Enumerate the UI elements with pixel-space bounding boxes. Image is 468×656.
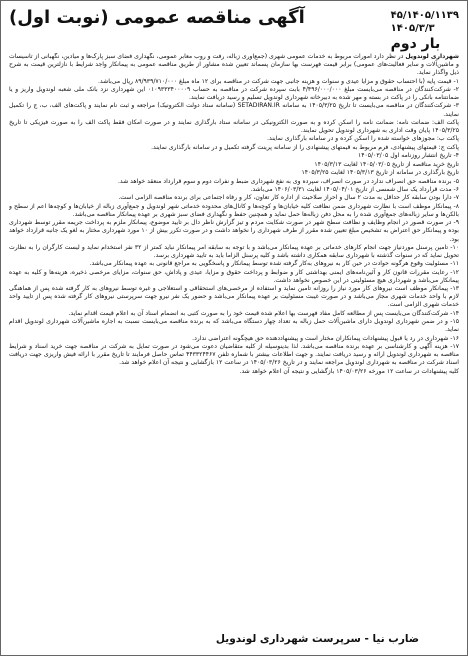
notice-title: آگهی مناقصه عمومی (نوبت اول) bbox=[9, 7, 305, 28]
notice-date: ۱۴۰۵/۳/۳ bbox=[390, 23, 435, 34]
clause: ۶- مدت قرارداد یک سال شمسی از تاریخ ۱۴۰۵/۰۴/۰۱ لغایت ۱۴۰۶/۰۳/۳۱ می‌باشد. bbox=[250, 186, 459, 194]
clause: ۱۶- شهرداری در رد یا قبول پیشنهادات پیمانکاران مختار است و پیشنهاددهنده حق هیچگونه اعتراضی ندارد. bbox=[192, 334, 459, 342]
clause: ۱- قیمت پایه (با احتساب حقوق و مزایا عیدی و سنوات و هزینه جانبی جهت شرکت در مناقصه برای ۱۲ ماه مبلغ ۸۹/۹۳۹/۷۱۰/۰۰۰ ریال می‌باشد. bbox=[98, 77, 459, 85]
intro-text: در نظر دارد امورات مربوط به خدمات عمومی شهری (جمع‌آوری زباله، رفت و روب معابر عمومی، نگهداری فضای سبز پارک‌ها و میادین، نگهبانی از تاسیسات و ماشین‌آلات و سایر فعالیت‌های عمومی) برابر قیمت فهرست بها سازمان پسماند تعیین شده مشاور از طریق مناقصه عمومی به پیمانکار واجد شرایط با نازلترین قیمت به شرح ذیل واگذار نماید. bbox=[9, 53, 459, 77]
clause: ۷- دارا بودن سابقه کار حداقل به مدت ۲ سال و احراز صلاحیت از اداره کار تعاون، کار و رفاه اجتماعی برای برنده مناقصه الزامی است. bbox=[118, 194, 459, 202]
clause: پاکت ج: قیمتهای پیشنهادی، فرم مربوط به قیمتهای پیشنهادی را از سامانه پرینت گرفته تکمیل و در سامانه بارگذاری نمایند. bbox=[151, 143, 459, 151]
clause: ۱۰- تامین پرسنل موردنیاز جهت انجام کارهای خدماتی بر عهده پیمانکار می‌باشد و با توجه به سابقه امر پیمانکار نباید کمتر از ۳۲ نفر استخدام نماید و لیست کارگران را به نظارت تحویل نماید که در سنوات گذشته با شهرداری سابقه همکاری داشته باشد و کلیه پرسنل الزاما باید به تایید شهرداری برسد. bbox=[9, 243, 459, 259]
clause: ۱۳- پیمانکار موظف است نیروهای کار مورد نیاز را روزانه تامین نماید و استفاده از مرخصی‌های استحقاقی و استعلاجی و غیره توسط نیروهای به کار گرفته شده پس از هماهنگی لازم با واحد خدمات شهری مجاز می‌باشد و در صورت غیبت مسئولیت بر عهده پیمانکار می‌باشد و حضور یک نفر نیرو جهت سرپرستی نیروهای کار گرفته شده پس از تایید واحد خدمات شهری الزامی است. bbox=[9, 285, 459, 309]
intro-paragraph bbox=[9, 53, 459, 77]
clause: تاریخ بارگذاری در سامانه از تاریخ ۱۴۰۵/۳/۱۳ لغایت ۱۴۰۵/۳/۲۵ bbox=[301, 169, 459, 177]
clause: ۸- پیمانکار موظف است با نظارت شهرداری ضمن نظافت کلیه خیابان‌ها و کوچه‌ها و کانال‌های محدوده خدماتی شهر لوندویل و جمع‌آوری زباله از خیابان‌ها و کوچه‌ها اعم از سطح و بالکن‌ها و سایر زباله‌های جمع‌آوری شده را به محل دفن زباله‌ها حمل نماید و همچنین حفظ و نگهداری فضای سبز شهری بر عهده پیمانکار مناقصه می‌باشد. bbox=[9, 202, 459, 218]
signature-line bbox=[9, 629, 459, 649]
clause: تاریخ خرید مناقصه از تاریخ ۱۴۰۵/۰۳/۰۵ لغایت ۱۴۰۵/۳/۱۳ bbox=[314, 160, 459, 168]
clause: ۱۵- و در ضمن شهرداری لوندویل دارای ماشین‌آلات حمل زباله به تعداد چهار دستگاه می‌باشد که به برنده مناقصه می‌بایست نسبت به اجاره ماشین‌آلات شهرداری لوندویل اقدام نماید. bbox=[9, 318, 459, 334]
clause: پاکت الف: ضمانت نامه: ضمانت نامه را اسکن کرده و به صورت الکترونیکی در سامانه ستاد بارگذاری نمایند و در صورت امکان فقط پاکت الف را به صورت فیزیکی تا تاریخ ۱۴۰۵/۳/۲۵ پایان وقت اداری به شهرداری لوندویل تحویل نمایند. bbox=[9, 118, 459, 134]
organization-name: شهرداری لوندویل bbox=[405, 53, 459, 60]
reference-block bbox=[391, 9, 459, 53]
notice-body bbox=[9, 53, 459, 629]
clause: کلیه پیشنهادات در ساعت ۱۲ مورخه ۱۴۰۵/۰۳/۲۶ بازگشایی و نتیجه آن اعلام خواهد شد. bbox=[239, 367, 459, 375]
clause: ۱۱- مسئولیت وقوع هرگونه حوادث در حین کار به نیروهای به‌کار گرفته شده توسط پیمانکار و پاسخگویی به مراجع قانونی به عهده پیمانکار می‌باشد. bbox=[89, 260, 459, 268]
notice-header bbox=[9, 7, 459, 53]
signature: ضارب نیا - سرپرست شهرداری لوندویل bbox=[215, 633, 419, 645]
clause: ۱۷- هزینه آگهی و کارشناسی بر عهده برنده مناقصه می‌باشد. لذا بدینوسیله از کلیه متقاضیان دعوت می‌شود در صورت تمایل به شرکت در مناقصه جهت خرید اسناد و شرایط مناقصه به شهرداری لوندویل ارائه و رسید دریافت نمایند. و جهت اطلاعات بیشتر با شماره تلفن ۴۴۳۳۲۴۴۶۷ تماس حاصل فرمایند تا تاریخ مقرر با ارائه فیش واریزی جهت دریافت اسناد شرکت در مناقصه به شهرداری لوندویل مراجعه نمایند و در تاریخ ۱۴۰۵/۰۳/۲۶ در ساعت ۱۲ بازگشایی و نتیجه آن اعلام خواهد شد. bbox=[9, 343, 459, 367]
clause: پاکت ب: مجوزهای خواسته شده را اسکن کرده و در سامانه بارگذاری نمایند. bbox=[267, 135, 459, 143]
clause: ۱۴- شرکت‌کنندگان می‌بایست پس از مطالعه کامل مفاد فهرست بها اعلام شده قیمت خود را به صورت کتبی به انضمام اسناد آن به اعلام قیمت اقدام نماید. bbox=[68, 309, 459, 317]
round-label: بار دوم bbox=[390, 36, 441, 52]
clause: ۵- برنده مناقصه حق انصراف ندارد در صورت انصراف، سپرده وی به نفع شهرداری ضبط و نفرات دوم و سوم قرارداد منعقد خواهد شد. bbox=[117, 177, 459, 185]
reference-number: ۴۵/۱۴۰۵/۱۱۳۹ bbox=[390, 10, 459, 21]
clause: ۲- شرکت‌کنندگان در مناقصه می‌بایست مبلغ ۴/۴۹۶/۰۰۰/۰۰۰ بابت سپرده شرکت در مناقصه به حساب ۰۱۰۹۳۳۳۴۰۰۰۰۹ این شهرداری نزد بانک ملی شعبه لوندویل واریز و یا ضمانتنامه بانکی را در پاکت در بسته و مهر شده به دبیرخانه شهرداری لوندویل تسلیم و رسید دریافت نمایند. bbox=[9, 85, 459, 102]
clause: ۹- در صورت قصور در انجام وظایف و نظافت سطح شهر در صورت شکایت مردم و تیز گزارش ناظر دال بر تایید موضوع، پیمانکار ملزم به پرداخت جریمه مقرر توسط شهرداری بوده و پیمانکار حق اعتراض به تشخیص مبلغ تعیین شده مقرر از طرف شهرداری را نخواهد داشت و در صورت تکرر بیش از ۱۰ مورد شهرداری مختار به لغو یک جانبه قرارداد خواهد بود. bbox=[9, 219, 459, 243]
clause: ۳- شرکت‌کنندگان در مناقصه می‌بایست تا تاریخ ۱۴۰۵/۳/۲۵ به سامانه SETADIRAN.IR (سامانه ستاد دولت الکترونیک) مراجعه و ثبت نام نمایند و پاکت‌های الف، ب، ج را تکمیل نمایند. bbox=[9, 102, 459, 118]
clause: ۴- تاریخ انتشار روزنامه اول ۱۴۰۵/۰۳/۰۵ bbox=[357, 152, 459, 160]
clause: ۱۲- رعایت مقررات قانون کار و آئین‌نامه‌های ایمنی بهداشتی کار و ضوابط و پرداخت حقوق و مزایا، عیدی و پاداش، حق سنوات، مزایای مرخصی ذخیره، هزینه‌ها و کلیه به عهده پیمانکار می‌باشد و شهرداری هیچ مسئولیتی در این خصوص نخواهد داشت. bbox=[9, 268, 459, 284]
